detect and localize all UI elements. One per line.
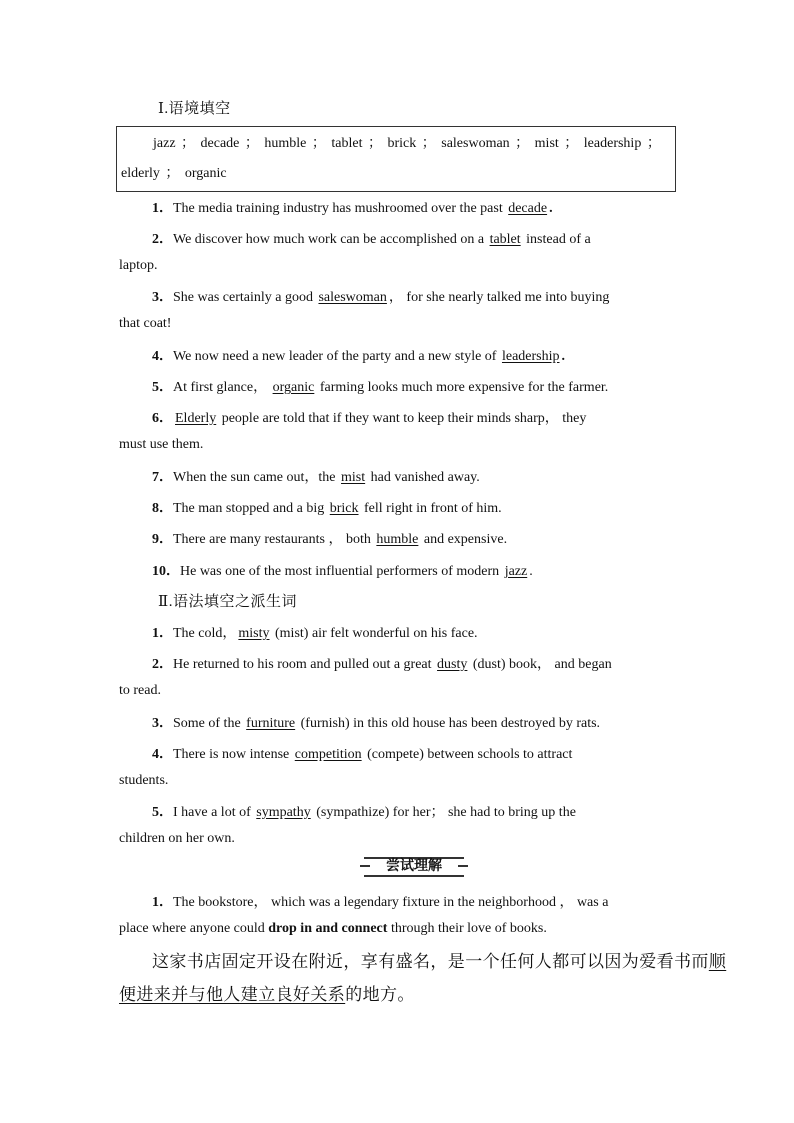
exercise-1-item-5: 5．At first glance， organic farming looks much more expensive for the farmer. [152, 380, 609, 395]
try-item-1-line-2: place where anyone could drop in and connect through their love of books. [119, 921, 547, 936]
answer-blank: sympathy [256, 805, 311, 820]
exercise-2-item-2-cont: to read. [119, 683, 161, 698]
exercise-1-item-4: 4．We now need a new leader of the party and a new style of leadership . [152, 349, 565, 364]
answer-blank: brick [329, 501, 359, 516]
word-bank-line-2: elderly ； organic [121, 166, 227, 181]
key-phrase: drop in and connect [268, 921, 388, 936]
section-title-context-fill: Ⅰ.语境填空 [158, 101, 231, 117]
answer-blank: competition [294, 747, 362, 762]
exercise-1-item-2: 2．We discover how much work can be accomplished on a tablet instead of a [152, 232, 591, 247]
answer-blank: organic [272, 380, 315, 395]
answer-blank: misty [238, 626, 270, 641]
exercise-2-item-4: 4．There is now intense competition (compete) between schools to attract [152, 747, 573, 762]
exercise-1-item-3: 3．She was certainly a good saleswoman ， for she nearly talked me into buying [152, 290, 610, 305]
exercise-2-item-5: 5．I have a lot of sympathy (sympathize) for her； she had to bring up the [152, 805, 576, 820]
answer-blank: saleswoman [318, 290, 387, 305]
exercise-2-item-4-cont: students. [119, 773, 169, 788]
exercise-1-item-10: 10．He was one of the most influential performers of modern jazz . [152, 564, 533, 579]
exercise-1-item-6-cont: must use them. [119, 437, 204, 452]
chinese-translation-line-2: 便进来并与他人建立良好关系的地方。 [119, 985, 415, 1005]
section-title-derivatives: Ⅱ.语法填空之派生词 [158, 594, 297, 610]
translation-highlight: 顺 [708, 952, 727, 972]
exercise-1-item-3-cont: that coat! [119, 316, 172, 331]
exercise-1-item-8: 8．The man stopped and a big brick fell right in front of him. [152, 501, 502, 516]
exercise-1-item-9: 9．There are many restaurants ， both humble and expensive. [152, 532, 508, 547]
exercise-1-item-7: 7．When the sun came out，the mist had vanished away. [152, 470, 480, 485]
answer-blank: jazz [504, 564, 528, 579]
answer-blank: decade [508, 201, 548, 216]
word-bank-box [116, 126, 676, 192]
try-understanding-badge: 尝试理解 [364, 857, 464, 877]
word-bank-line-1: jazz ； decade ； humble ； tablet ； brick ； saleswoman ； mist ； leadership ； [153, 136, 661, 151]
exercise-2-item-1: 1．The cold， misty (mist) air felt wonderful on his face. [152, 626, 478, 641]
answer-blank: Elderly [175, 411, 217, 426]
try-item-1-line-1: 1．The bookstore， which was a legendary fixture in the neighborhood ， was a [152, 895, 609, 910]
answer-blank: leadership [501, 349, 560, 364]
exercise-2-item-3: 3．Some of the furniture (furnish) in this old house has been destroyed by rats. [152, 716, 601, 731]
chinese-translation-line-1: 这家书店固定开设在附近，享有盛名，是一个任何人都可以因为爱看书而顺 [152, 952, 727, 972]
answer-blank: mist [341, 470, 366, 485]
translation-highlight: 便进来并与他人建立良好关系 [119, 985, 346, 1005]
exercise-2-item-5-cont: children on her own. [119, 831, 235, 846]
answer-blank: furniture [246, 716, 296, 731]
exercise-1-item-1: 1．The media training industry has mushroomed over the past decade . [152, 201, 553, 216]
answer-blank: humble [376, 532, 419, 547]
answer-blank: dusty [437, 657, 468, 672]
answer-blank: tablet [489, 232, 521, 247]
exercise-2-item-2: 2．He returned to his room and pulled out a great dusty (dust) book， and began [152, 657, 612, 672]
exercise-1-item-6: 6． Elderly people are told that if they want to keep their minds sharp， they [152, 411, 587, 426]
exercise-1-item-2-cont: laptop. [119, 258, 158, 273]
